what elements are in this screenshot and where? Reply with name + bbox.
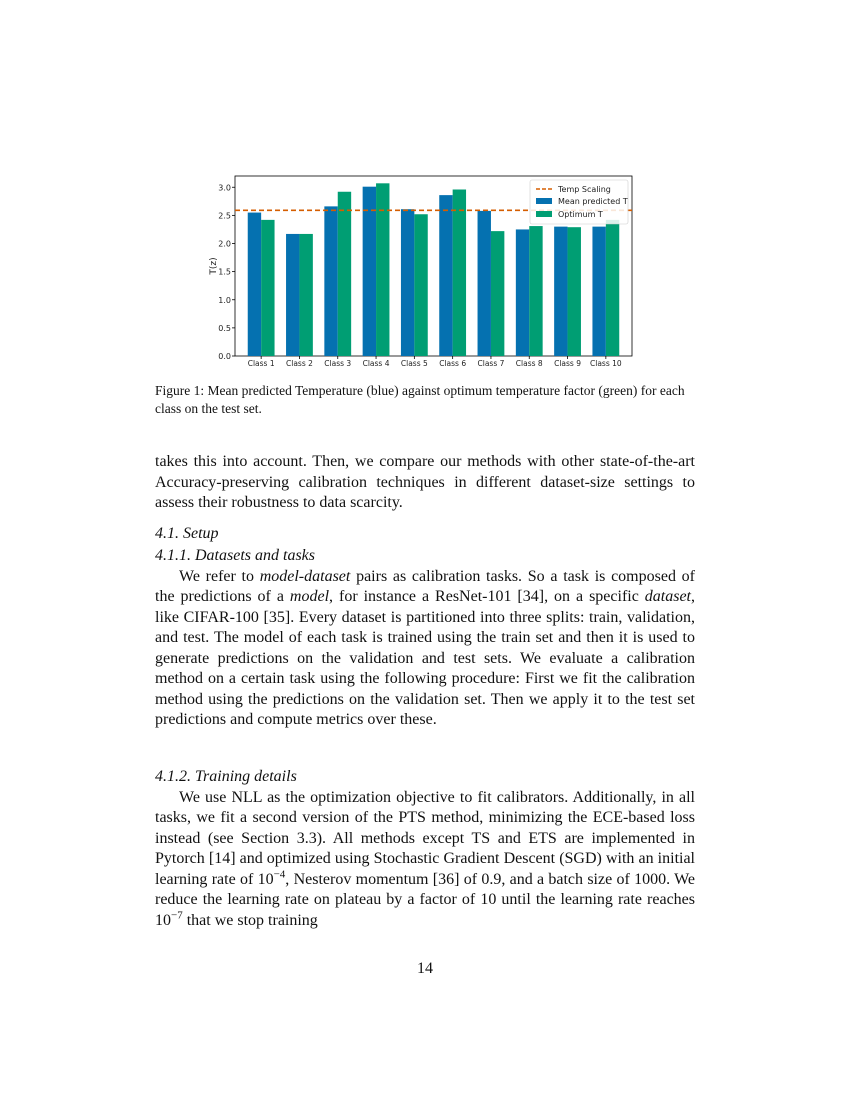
y-tick-label: 1.0 [218, 295, 231, 305]
bar-mean-predicted-4 [363, 187, 376, 356]
bar-mean-predicted-9 [554, 227, 567, 356]
y-axis-label: T(z) [209, 257, 219, 275]
legend-label: Mean predicted T [558, 197, 628, 206]
bar-optimum-9 [568, 227, 581, 356]
y-tick-label: 0.0 [218, 352, 231, 361]
bar-optimum-8 [529, 226, 542, 356]
section-setup [155, 524, 695, 545]
heading-training: 4.1.2. Training details [155, 768, 297, 785]
heading-setup: 4.1. Setup [155, 525, 219, 542]
legend-label: Optimum T [558, 210, 603, 219]
legend-label: Temp Scaling [558, 185, 611, 194]
x-tick-label: Class 1 [247, 359, 275, 368]
bar-optimum-2 [299, 234, 312, 356]
bar-mean-predicted-10 [592, 227, 605, 356]
x-tick-label: Class 9 [554, 359, 581, 368]
x-tick-label: Class 7 [477, 359, 505, 368]
y-tick-label: 2.5 [218, 211, 231, 221]
bar-mean-predicted-3 [324, 206, 337, 356]
bar-optimum-10 [606, 220, 619, 356]
bar-mean-predicted-2 [286, 234, 299, 356]
x-tick-label: Class 4 [362, 359, 390, 368]
bar-optimum-4 [376, 183, 389, 356]
x-tick-label: Class 8 [515, 359, 543, 368]
x-tick-label: Class 6 [439, 359, 467, 368]
bar-optimum-6 [453, 190, 466, 357]
bar-mean-predicted-8 [516, 229, 529, 356]
y-tick-label: 0.5 [218, 323, 231, 333]
x-tick-label: Class 5 [400, 359, 428, 368]
bar-optimum-7 [491, 231, 504, 356]
datasets-paragraph: We refer to model-dataset pairs as calibration tasks. So a task is composed of the predictions of a model, for instance a ResNet-101 [34], on a specific dataset, like CIFAR-100 [35]. Every dataset is partitioned into three splits: train, validation, and test. The model of each task is trained using the train set and then it is used to generate predictions on the validation and test sets. We evaluate a calibration method on a certain task using the following procedure: First we fit the calibration method using the predictions on the validation set. Then we apply it to the test set predictions and compute metrics over these. [155, 567, 695, 728]
bar-optimum-5 [414, 214, 427, 356]
y-tick-label: 1.5 [218, 267, 231, 277]
bar-mean-predicted-1 [248, 213, 261, 356]
section-datasets [155, 546, 695, 731]
temperature-bar-chart [190, 170, 650, 370]
bar-optimum-3 [338, 192, 351, 356]
x-tick-label: Class 2 [286, 359, 313, 368]
figure-caption: Figure 1: Mean predicted Temperature (blue) against optimum temperature factor (green) for each class on the test set. [155, 383, 685, 416]
heading-datasets: 4.1.1. Datasets and tasks [155, 547, 315, 564]
legend-swatch-optimum [536, 211, 552, 217]
intro-text: takes this into account. Then, we compare our methods with other state-of-the-art Accuracy-preserving calibration techniques in different dataset-size settings to assess their robustness to data scarcity. [155, 453, 695, 511]
bar-optimum-1 [261, 220, 274, 356]
legend-swatch-mean-predicted [536, 198, 552, 204]
bar-mean-predicted-7 [478, 211, 491, 356]
section-training [155, 767, 695, 931]
x-tick-label: Class 3 [324, 359, 352, 368]
intro-paragraph [155, 452, 695, 514]
bar-mean-predicted-5 [401, 209, 414, 356]
bar-mean-predicted-6 [439, 195, 452, 356]
y-tick-label: 2.0 [218, 239, 231, 249]
page-number: 14 [417, 960, 433, 977]
x-tick-label: Class 10 [590, 359, 622, 368]
y-tick-label: 3.0 [218, 183, 231, 193]
training-paragraph: We use NLL as the optimization objective to fit calibrators. Additionally, in all tasks, we fit a second version of the PTS method, minimizing the ECE-based loss instead (see Section 3.3). All methods except TS and ETS are implemented in Pytorch [14] and optimized using Stochastic Gradient Descent (SGD) with an initial learning rate of $10^{-4}$, Nesterov momentum [36] of 0.9, and a batch size of 1000. We reduce the learning rate on plateau by a factor of 10 until the learning rate reaches $10^{-7}$ that we stop training [155, 788, 695, 929]
